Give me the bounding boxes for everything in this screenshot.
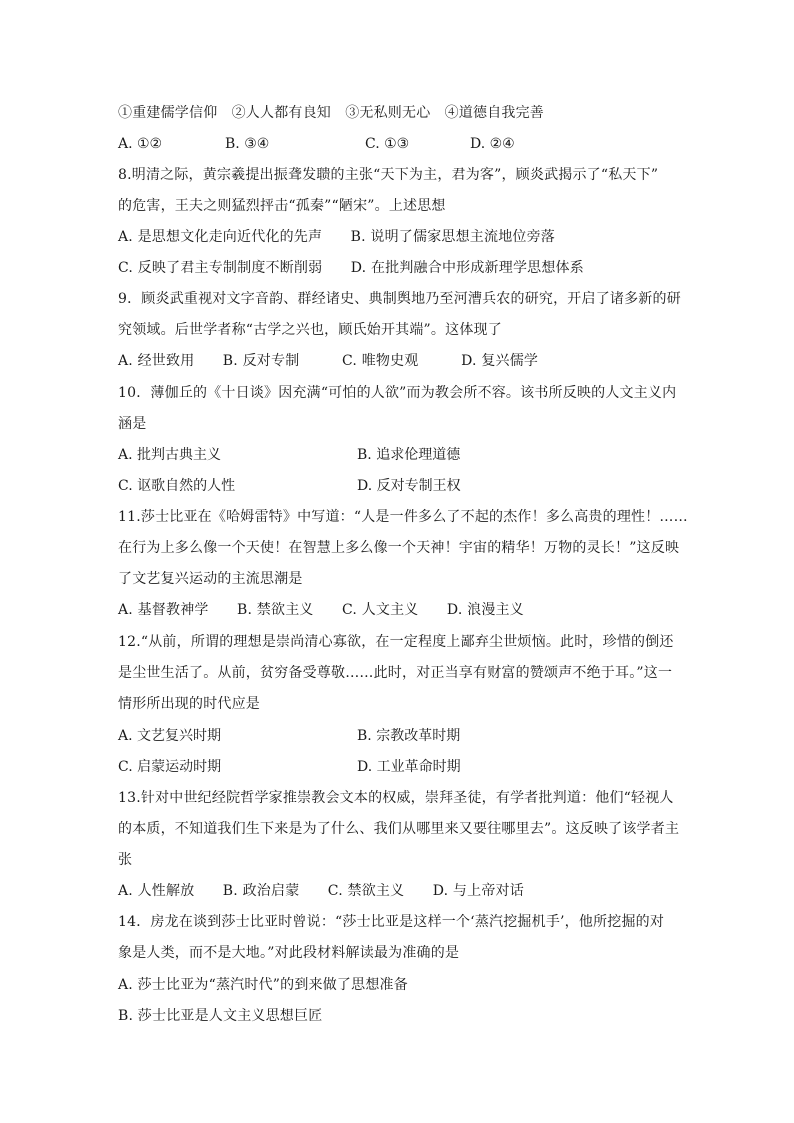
- q11-stem-line-3: 了文艺复兴运动的主流思潮是: [118, 571, 303, 587]
- q12-option-c: C. 启蒙运动时期: [118, 759, 222, 775]
- q14-stem-line-1: 14．房龙在谈到莎士比亚时曾说：“莎士比亚是这样一个‘蒸汽挖掘机手’，他所挖掘的对: [118, 914, 665, 930]
- q9-stem-line-1: 9．顾炎武重视对文字音韵、群经诸史、典制舆地乃至河漕兵农的研究，开启了诸多新的研: [118, 291, 681, 307]
- q12-stem-line-2: 是尘世生活了。从前，贫穷备受尊敬……此时，对正当享有财富的赞颂声不绝于耳。”这一: [118, 665, 673, 681]
- q11-stem-line-2: 在行为上多么像一个天使！在智慧上多么像一个天神！宇宙的精华！万物的灵长！”这反映: [118, 540, 680, 556]
- q9-stem-line-2: 究领域。后世学者称“古学之兴也，顾氏始开其端”。这体现了: [118, 322, 502, 338]
- q13-stem-line-1: 13.针对中世纪经院哲学家推崇教会文本的权威，崇拜圣徒，有学者批判道：他们“轻视人: [118, 790, 674, 806]
- q10-stem-line-2: 涵是: [118, 416, 147, 432]
- q8-options-ab: A. 是思想文化走向近代化的先声 B. 说明了儒家思想主流地位旁落: [118, 229, 555, 245]
- q7-option-d: D. ②④: [470, 136, 515, 152]
- q7-items: ①重建儒学信仰 ②人人都有良知 ③无私则无心 ④道德自我完善: [118, 105, 544, 121]
- q11-stem-line-1: 11.莎士比亚在《哈姆雷特》中写道：“人是一件多么了不起的杰作！多么高贵的理性！……: [118, 509, 688, 525]
- q10-option-a: A. 批判古典主义: [118, 447, 222, 463]
- q14-option-a: A. 莎士比亚为“蒸汽时代”的到来做了思想准备: [118, 977, 408, 993]
- q10-stem-line-1: 10．薄伽丘的《十日谈》因充满“可怕的人欲”而为教会所不容。该书所反映的人文主义内: [118, 385, 677, 401]
- q13-stem-line-2: 的本质，不知道我们生下来是为了什么、我们从哪里来又要往哪里去”。这反映了该学者主: [118, 821, 680, 837]
- q9-options: A. 经世致用 B. 反对专制 C. 唯物史观 D. 复兴儒学: [118, 353, 539, 369]
- q12-option-a: A. 文艺复兴时期: [118, 728, 222, 744]
- q8-options-cd: C. 反映了君主专制制度不断削弱 D. 在批判融合中形成新理学思想体系: [118, 260, 584, 276]
- q11-options: A. 基督教神学 B. 禁欲主义 C. 人文主义 D. 浪漫主义: [118, 602, 524, 618]
- q13-options: A. 人性解放 B. 政治启蒙 C. 禁欲主义 D. 与上帝对话: [118, 883, 524, 899]
- q8-stem-line-1: 8.明清之际，黄宗羲提出振聋发聩的主张“天下为主，君为客”，顾炎武揭示了“私天下”: [118, 167, 659, 183]
- q12-option-d: D. 工业革命时期: [357, 759, 461, 775]
- q10-option-d: D. 反对专制王权: [357, 478, 461, 494]
- q12-stem-line-3: 情形所出现的时代应是: [118, 696, 260, 712]
- q8-stem-line-2: 的危害，王夫之则猛烈抨击“孤秦”“陋宋”。上述思想: [118, 198, 446, 214]
- q12-stem-line-1: 12.“从前，所谓的理想是崇尚清心寡欲，在一定程度上鄙弃尘世烦恼。此时，珍惜的倒还: [118, 634, 674, 650]
- q10-option-c: C. 讴歌自然的人性: [118, 478, 236, 494]
- q13-stem-line-3: 张: [118, 852, 133, 868]
- q12-option-b: B. 宗教改革时期: [357, 728, 461, 744]
- q14-option-b: B. 莎士比亚是人文主义思想巨匠: [118, 1008, 323, 1024]
- q7-option-c: C. ①③: [365, 136, 410, 152]
- q14-stem-line-2: 象是人类，而不是大地。”对此段材料解读最为准确的是: [118, 945, 460, 961]
- q10-option-b: B. 追求伦理道德: [357, 447, 461, 463]
- q7-option-a: A. ①②: [118, 136, 163, 152]
- q7-option-b: B. ③④: [225, 136, 270, 152]
